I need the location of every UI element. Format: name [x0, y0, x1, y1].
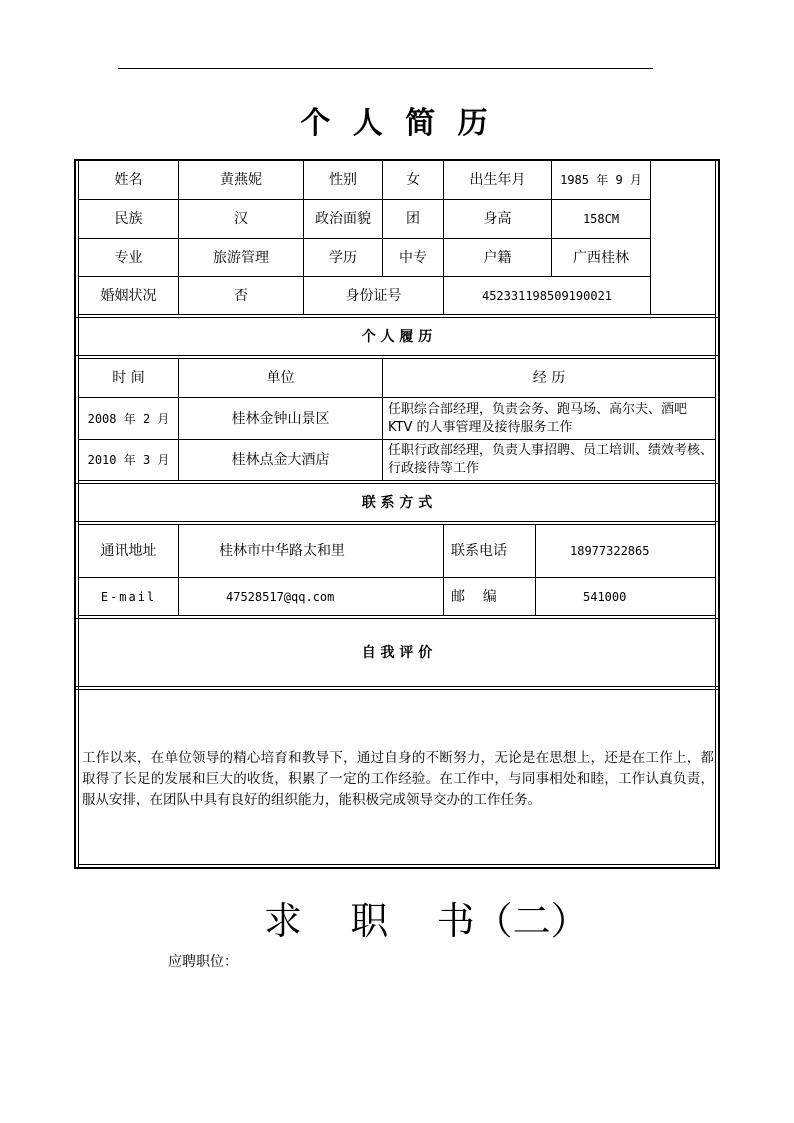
hukou-label: 户籍 [483, 249, 512, 266]
grid-line [76, 686, 718, 687]
email-value: 47528517@qq.com [226, 589, 335, 604]
gender-label: 性别 [329, 172, 357, 188]
experience-section-title: 个 人 履 历 [361, 328, 433, 345]
experience-header-unit: 单位 [266, 370, 295, 386]
name-value: 黄燕妮 [220, 172, 262, 188]
id-value: 452331198509190021 [481, 288, 613, 303]
experience-row-2-unit: 桂林点金大酒店 [231, 452, 330, 468]
grid-line [76, 521, 718, 522]
experience-row-1-detail: 任职综合部经理，负责会务、跑马场、高尔夫、酒吧 KTV 的人事管理及接待服务工作 [388, 401, 688, 435]
experience-row-1-unit: 桂林金钟山景区 [231, 410, 330, 427]
grid-line [78, 864, 716, 865]
postcode-label: 邮 编 [451, 588, 497, 605]
phone-value: 18977322865 [570, 544, 650, 558]
grid-line [76, 355, 718, 356]
education-label: 学历 [329, 249, 357, 266]
experience-row-2-detail: 任职行政部经理，负责人事招聘、员工培训、绩效考核、行政接待等工作 [388, 443, 714, 476]
grid-line [178, 524, 179, 615]
postcode-value: 541000 [583, 589, 627, 604]
table-border-right [718, 159, 720, 869]
phone-label: 联系电话 [451, 543, 507, 559]
cover-letter-heading: 求 职 书（二） [264, 899, 589, 943]
experience-row-2-time: 2010 年 3 月 [87, 453, 170, 467]
grid-line [535, 524, 536, 615]
experience-header-detail: 经 历 [532, 370, 566, 386]
marital-value: 否 [234, 287, 248, 304]
height-value: 158CM [582, 212, 620, 226]
table-border-bottom [74, 867, 720, 869]
ethnicity-label: 民族 [114, 211, 143, 227]
top-rule [118, 68, 653, 69]
table-border-left [74, 159, 76, 869]
id-label: 身份证号 [345, 287, 402, 304]
political-value: 团 [406, 211, 420, 227]
major-label: 专业 [114, 249, 143, 266]
email-label: E-mail [100, 589, 157, 604]
self-eval-text: 工作以来，在单位领导的精心培育和教导下，通过自身的不断努力，无论是在思想上，还是在工作上，都取得了长足的发展和巨大的收货，积累了一定的工作经验。在工作中，与同事相处和睦，工作认真负责，服从安排，在团队中具有良好的组织能力，能积极完成领导交办的工作任务。 [82, 750, 714, 808]
major-value: 旅游管理 [213, 249, 269, 266]
hukou-value: 广西桂林 [573, 249, 629, 266]
address-label: 通讯地址 [100, 543, 157, 559]
grid-line [443, 524, 444, 615]
marital-label: 婚姻状况 [100, 287, 157, 304]
birth-value: 1985 年 9 月 [560, 173, 642, 187]
position-label: 应聘职位： [168, 954, 238, 970]
grid-line [78, 615, 716, 616]
address-value: 桂林市中华路太和里 [219, 543, 345, 559]
page-title: 个 人 简 历 [300, 106, 494, 141]
ethnicity-value: 汉 [234, 211, 248, 227]
grid-line [78, 314, 716, 315]
experience-row-1-time: 2008 年 2 月 [87, 411, 170, 426]
name-label: 姓名 [114, 172, 143, 188]
self-eval-section-title: 自 我 评 价 [361, 644, 433, 661]
experience-header-time: 时 间 [112, 370, 145, 386]
grid-line [78, 480, 716, 481]
education-value: 中专 [399, 249, 427, 266]
political-label: 政治面貌 [315, 211, 371, 227]
gender-value: 女 [406, 172, 420, 188]
birth-label: 出生年月 [469, 172, 526, 188]
contact-section-title: 联 系 方 式 [361, 494, 433, 511]
height-label: 身高 [483, 211, 512, 227]
grid-line [650, 161, 651, 314]
inner-right-line [715, 161, 716, 867]
grid-line [76, 689, 718, 690]
